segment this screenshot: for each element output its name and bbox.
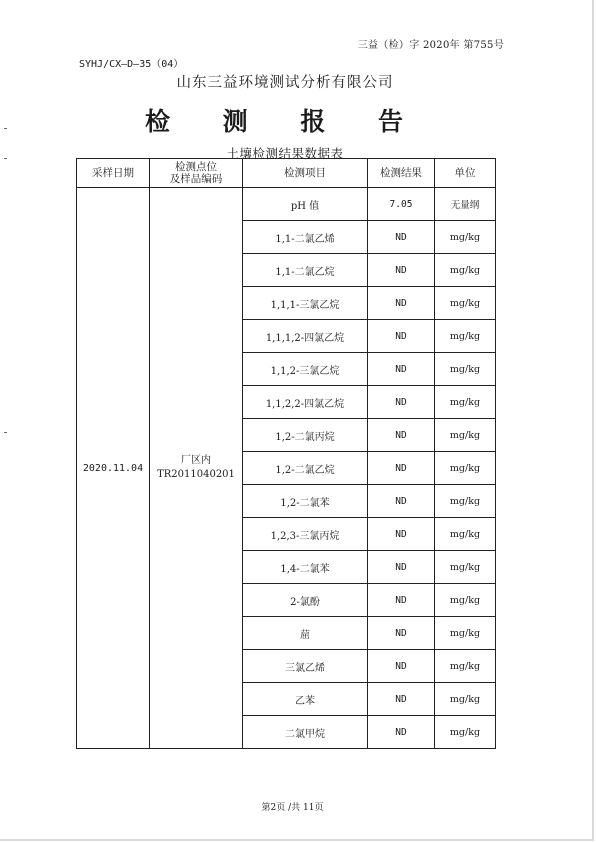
test-item: 1,2-二氯丙烷 [243, 419, 368, 452]
test-unit: mg/kg [435, 254, 496, 287]
test-result: ND [368, 551, 435, 584]
test-unit: mg/kg [435, 320, 496, 353]
scan-mark [4, 432, 7, 433]
test-item: 二氯甲烷 [243, 716, 368, 749]
test-result: ND [368, 485, 435, 518]
test-unit: mg/kg [435, 485, 496, 518]
test-result: ND [368, 584, 435, 617]
table-header-row [77, 159, 496, 188]
report-number: 三益（检）字 2020年 第755号 [357, 40, 504, 51]
scan-mark [4, 128, 7, 129]
scan-mark [4, 158, 7, 159]
page-number: 第2页 /共 11页 [261, 803, 324, 813]
test-unit: mg/kg [435, 617, 496, 650]
test-result: ND [368, 419, 435, 452]
test-item: 1,1,1-三氯乙烷 [243, 287, 368, 320]
test-item: 1,1-二氯乙烷 [243, 254, 368, 287]
test-item: 1,2-二氯苯 [243, 485, 368, 518]
test-unit: mg/kg [435, 287, 496, 320]
results-table [76, 158, 496, 749]
test-result: ND [368, 353, 435, 386]
test-result: ND [368, 518, 435, 551]
test-unit: mg/kg [435, 353, 496, 386]
test-result: ND [368, 617, 435, 650]
test-result: ND [368, 683, 435, 716]
test-unit: mg/kg [435, 584, 496, 617]
test-item: 䓛 [243, 617, 368, 650]
test-result: ND [368, 221, 435, 254]
document-code: SYHJ/CX—D—35（04） [79, 59, 184, 70]
table-subtitle: 土壤检测结果数据表 [226, 146, 344, 161]
sample-date: 2020.11.04 [77, 188, 150, 749]
test-item: 2-氯酚 [243, 584, 368, 617]
test-unit: mg/kg [435, 221, 496, 254]
test-unit: mg/kg [435, 419, 496, 452]
test-item: 1,2-二氯乙烷 [243, 452, 368, 485]
table-row [77, 188, 496, 221]
test-item: 1,1-二氯乙烯 [243, 221, 368, 254]
test-unit: mg/kg [435, 716, 496, 749]
location-name: 厂区内 [181, 455, 211, 466]
test-result: ND [368, 287, 435, 320]
test-unit: mg/kg [435, 650, 496, 683]
test-unit: mg/kg [435, 683, 496, 716]
test-item: 三氯乙烯 [243, 650, 368, 683]
table-body [77, 188, 496, 749]
sample-code: TR2011040201 [157, 469, 235, 480]
test-item: 1,1,1,2-四氯乙烷 [243, 320, 368, 353]
header-unit: 单位 [435, 159, 496, 188]
sample-location [150, 188, 243, 749]
test-result: 7.05 [368, 188, 435, 221]
header-item: 检测项目 [243, 159, 368, 188]
header-location [150, 159, 243, 188]
header-date: 采样日期 [77, 159, 150, 188]
test-result: ND [368, 320, 435, 353]
test-item: 1,1,2-三氯乙烷 [243, 353, 368, 386]
test-item: 乙苯 [243, 683, 368, 716]
test-item: 1,2,3-三氯丙烷 [243, 518, 368, 551]
test-unit: 无量纲 [435, 188, 496, 221]
test-result: ND [368, 254, 435, 287]
test-unit: mg/kg [435, 386, 496, 419]
test-result: ND [368, 386, 435, 419]
report-title: 检 测 报 告 [144, 107, 426, 136]
test-unit: mg/kg [435, 551, 496, 584]
test-item: pH 值 [243, 188, 368, 221]
header-location-line2: 及样品编码 [169, 173, 223, 185]
test-unit: mg/kg [435, 452, 496, 485]
test-item: 1,1,2,2-四氯乙烷 [243, 386, 368, 419]
company-name: 山东三益环境测试分析有限公司 [176, 75, 394, 91]
test-item: 1,4-二氯苯 [243, 551, 368, 584]
header-location-line1: 检测点位 [175, 161, 217, 173]
test-result: ND [368, 452, 435, 485]
test-result: ND [368, 716, 435, 749]
test-result: ND [368, 650, 435, 683]
test-unit: mg/kg [435, 518, 496, 551]
header-result: 检测结果 [368, 159, 435, 188]
